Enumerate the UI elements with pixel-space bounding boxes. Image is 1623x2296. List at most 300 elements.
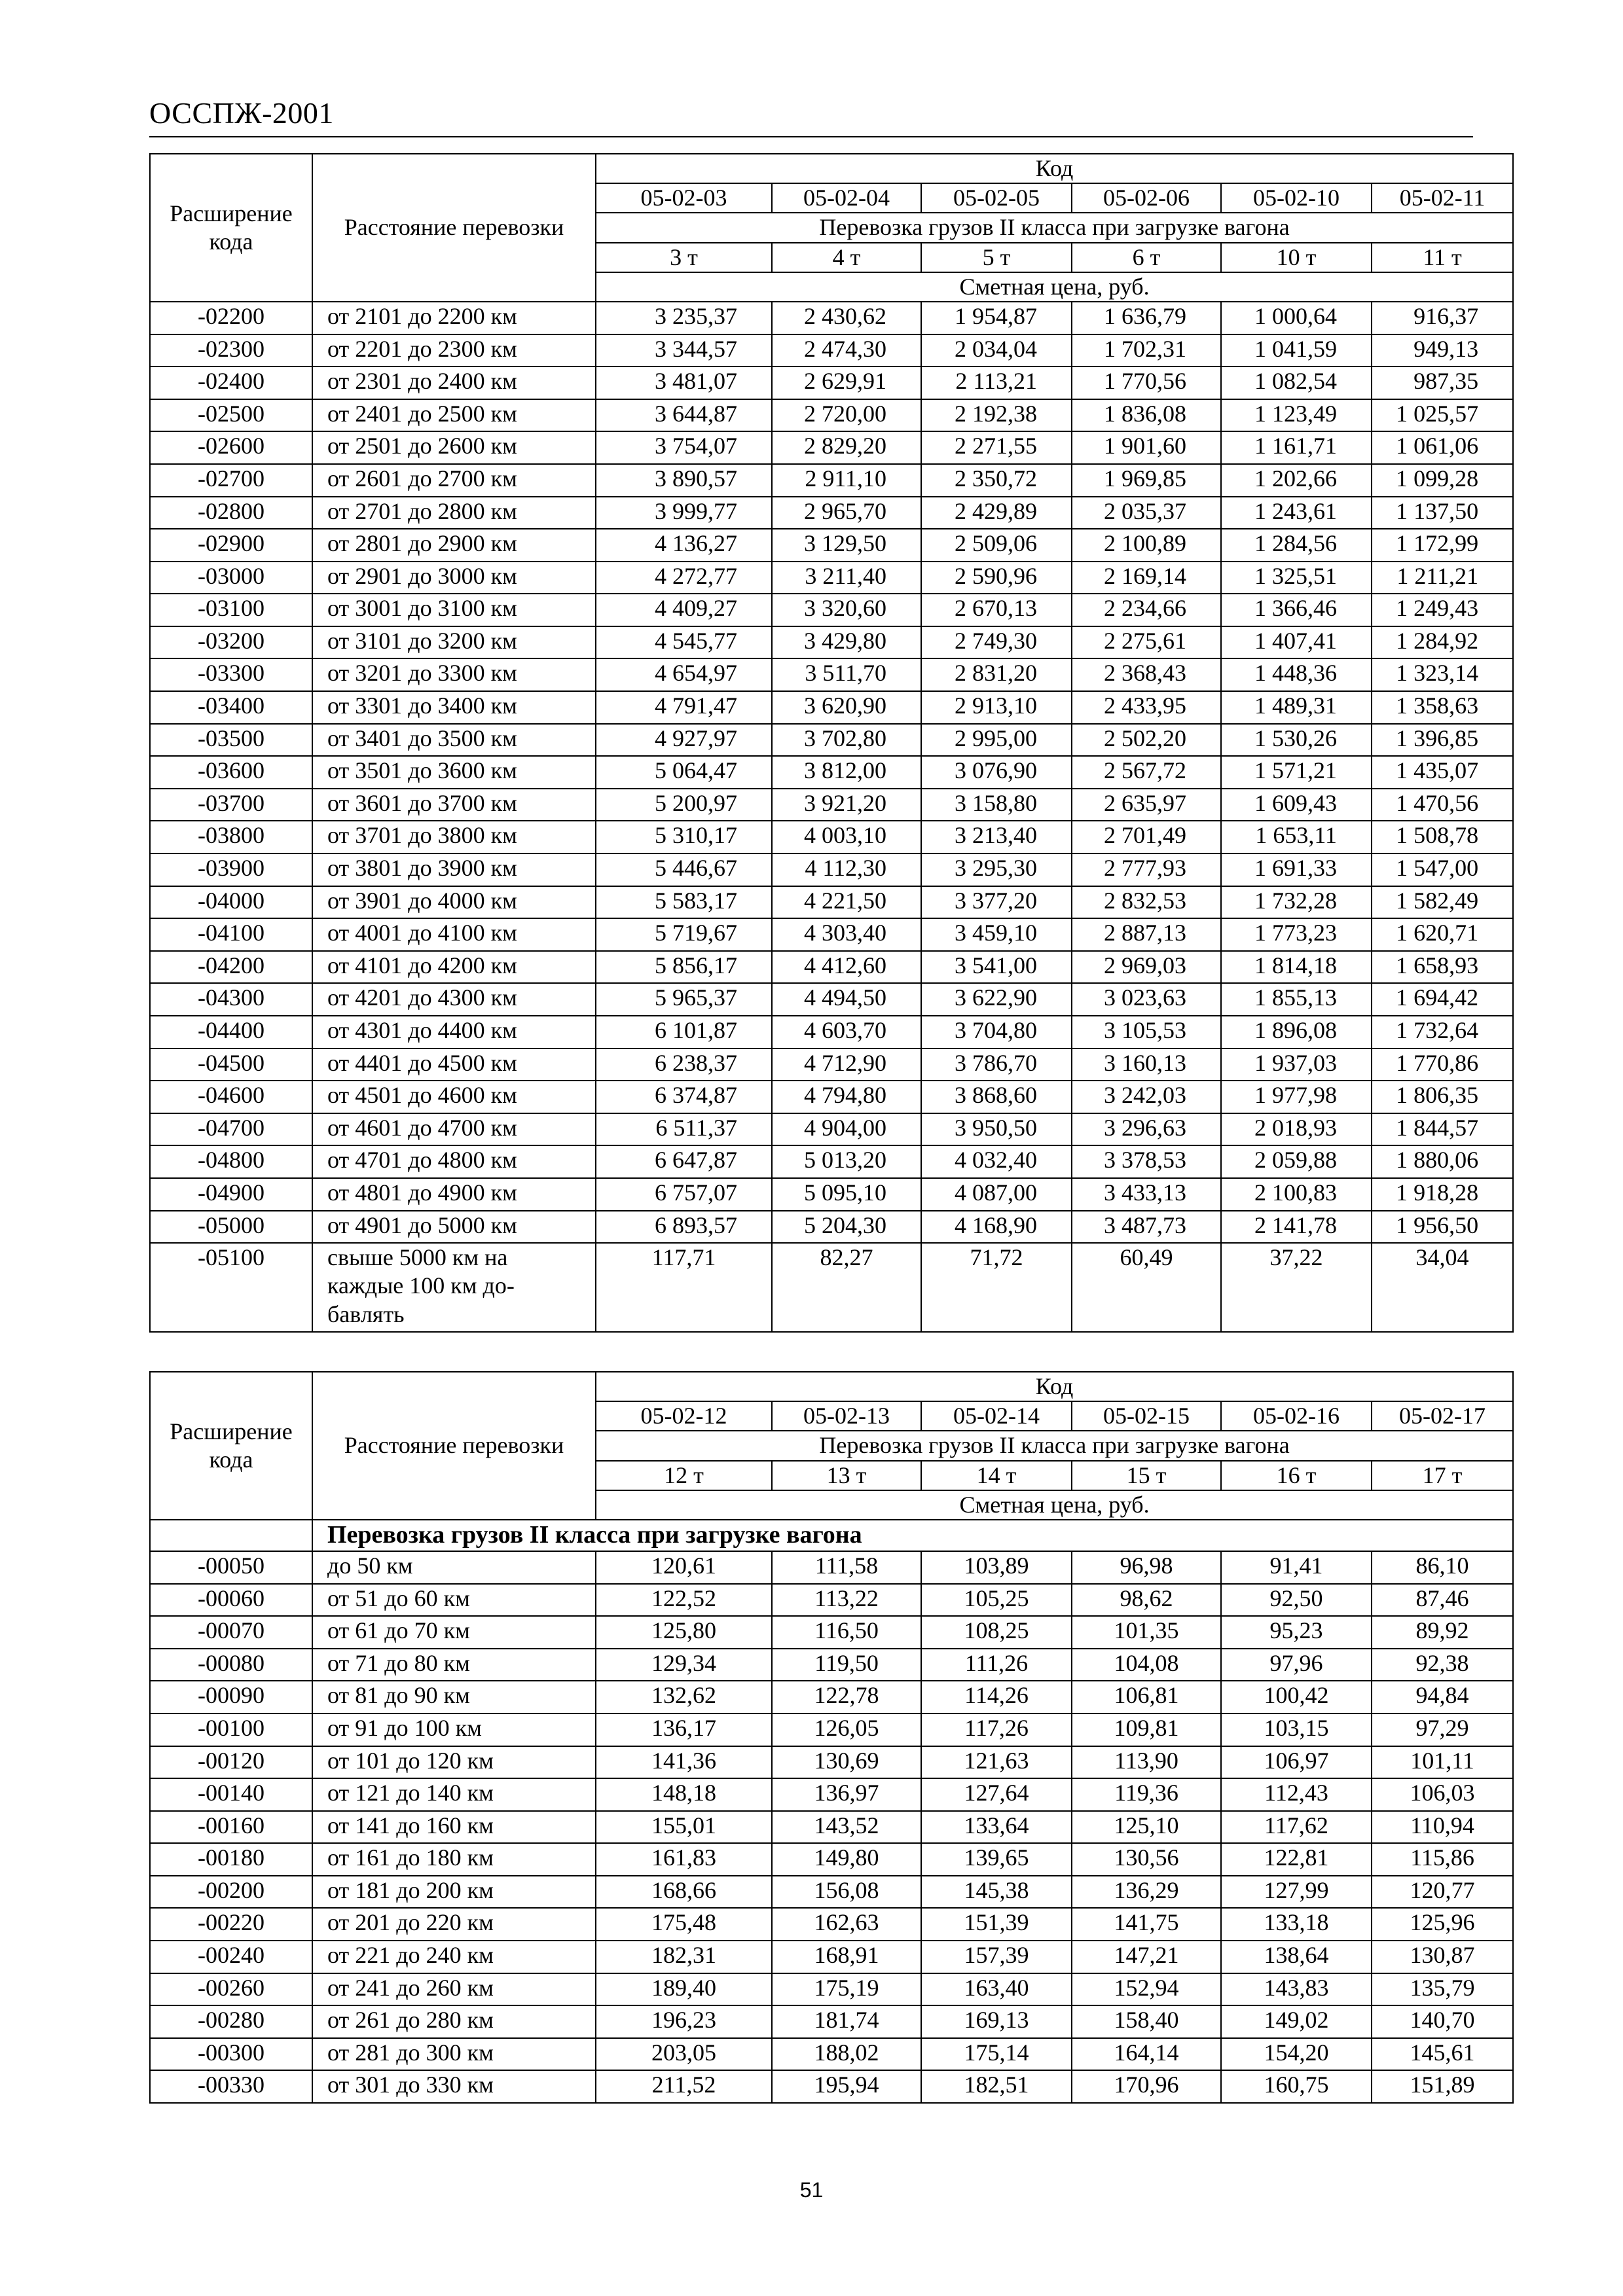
row-price: 86,10 — [1372, 1551, 1513, 1584]
row-price: 2 502,20 — [1072, 724, 1221, 757]
row-distance: от 4501 до 4600 км — [312, 1081, 596, 1113]
table-row — [150, 983, 1513, 1016]
row-price: 4 136,27 — [596, 529, 772, 562]
table-row — [150, 724, 1513, 757]
row-code: -03000 — [150, 562, 312, 594]
row-price: 6 757,07 — [596, 1178, 772, 1211]
table-row — [150, 2070, 1513, 2103]
row-price: 1 571,21 — [1221, 756, 1372, 789]
row-price: 1 620,71 — [1372, 918, 1513, 951]
table-row — [150, 821, 1513, 853]
row-price: 3 160,13 — [1072, 1049, 1221, 1081]
row-price: 2 271,55 — [921, 431, 1072, 464]
row-price: 3 481,07 — [596, 367, 772, 399]
header-load: 11 т — [1372, 243, 1513, 272]
row-code: -00140 — [150, 1778, 312, 1811]
row-price: 1 954,87 — [921, 302, 1072, 334]
table-row — [150, 1178, 1513, 1211]
row-price: 4 412,60 — [772, 951, 921, 984]
row-price: 1 325,51 — [1221, 562, 1372, 594]
row-price: 189,40 — [596, 1973, 772, 2006]
row-distance: от 181 до 200 км — [312, 1876, 596, 1909]
row-price: 1 448,36 — [1221, 658, 1372, 691]
row-price: 141,36 — [596, 1746, 772, 1779]
table-row — [150, 1778, 1513, 1811]
table-row — [150, 497, 1513, 529]
row-price: 175,48 — [596, 1908, 772, 1941]
row-price: 2 100,89 — [1072, 529, 1221, 562]
row-distance: от 3701 до 3800 км — [312, 821, 596, 853]
row-price: 89,92 — [1372, 1616, 1513, 1649]
row-price: 122,81 — [1221, 1843, 1372, 1876]
row-distance: от 2201 до 2300 км — [312, 334, 596, 367]
row-price: 3 786,70 — [921, 1049, 1072, 1081]
page-header-title: ОССПЖ-2001 — [149, 96, 334, 130]
row-distance: свыше 5000 км на каждые 100 км до-бавлять — [312, 1243, 596, 1332]
row-price: 3 487,73 — [1072, 1211, 1221, 1244]
row-price: 4 087,00 — [921, 1178, 1072, 1211]
row-code: -03700 — [150, 789, 312, 821]
row-code: -02400 — [150, 367, 312, 399]
table-row — [150, 334, 1513, 367]
price-table-2 — [149, 1371, 1514, 2104]
row-code: -04700 — [150, 1113, 312, 1146]
table-row — [150, 1746, 1513, 1779]
row-price: 109,81 — [1072, 1713, 1221, 1746]
table-row — [150, 367, 1513, 399]
row-price: 1 284,92 — [1372, 626, 1513, 659]
row-code: -02800 — [150, 497, 312, 529]
row-price: 4 168,90 — [921, 1211, 1072, 1244]
row-price: 111,26 — [921, 1649, 1072, 1681]
header-distance: Расстояние перевозки — [312, 1372, 596, 1520]
row-price: 3 620,90 — [772, 691, 921, 724]
row-price: 147,21 — [1072, 1941, 1221, 1973]
section-empty-cell — [150, 1520, 312, 1551]
row-price: 195,94 — [772, 2070, 921, 2103]
table-row — [150, 789, 1513, 821]
row-distance: от 3201 до 3300 км — [312, 658, 596, 691]
row-price: 130,56 — [1072, 1843, 1221, 1876]
row-price: 119,36 — [1072, 1778, 1221, 1811]
row-price: 151,89 — [1372, 2070, 1513, 2103]
row-price: 2 035,37 — [1072, 497, 1221, 529]
header-load: 17 т — [1372, 1461, 1513, 1490]
row-code: -02600 — [150, 431, 312, 464]
row-price: 2 141,78 — [1221, 1211, 1372, 1244]
row-price: 92,50 — [1221, 1584, 1372, 1617]
row-price: 2 829,20 — [772, 431, 921, 464]
row-distance: от 4001 до 4100 км — [312, 918, 596, 951]
header-load: 13 т — [772, 1461, 921, 1490]
row-price: 98,62 — [1072, 1584, 1221, 1617]
table-row — [150, 1551, 1513, 1584]
header-code: 05-02-16 — [1221, 1401, 1372, 1431]
row-price: 2 100,83 — [1221, 1178, 1372, 1211]
table-row — [150, 691, 1513, 724]
row-distance: от 141 до 160 км — [312, 1811, 596, 1844]
row-price: 5 856,17 — [596, 951, 772, 984]
row-price: 156,08 — [772, 1876, 921, 1909]
row-price: 110,94 — [1372, 1811, 1513, 1844]
row-price: 168,91 — [772, 1941, 921, 1973]
row-price: 117,26 — [921, 1713, 1072, 1746]
row-code: -00060 — [150, 1584, 312, 1617]
row-price: 112,43 — [1221, 1778, 1372, 1811]
row-code: -00100 — [150, 1713, 312, 1746]
row-price: 2 567,72 — [1072, 756, 1221, 789]
row-distance: от 2101 до 2200 км — [312, 302, 596, 334]
row-price: 1 806,35 — [1372, 1081, 1513, 1113]
row-price: 170,96 — [1072, 2070, 1221, 2103]
row-price: 119,50 — [772, 1649, 921, 1681]
row-price: 122,52 — [596, 1584, 772, 1617]
row-price: 4 904,00 — [772, 1113, 921, 1146]
row-price: 115,86 — [1372, 1843, 1513, 1876]
table-row — [150, 886, 1513, 919]
row-distance: от 91 до 100 км — [312, 1713, 596, 1746]
row-price: 1 508,78 — [1372, 821, 1513, 853]
row-price: 2 969,03 — [1072, 951, 1221, 984]
row-price: 1 396,85 — [1372, 724, 1513, 757]
table-row — [150, 1843, 1513, 1876]
row-price: 95,23 — [1221, 1616, 1372, 1649]
row-price: 148,18 — [596, 1778, 772, 1811]
row-distance: от 3101 до 3200 км — [312, 626, 596, 659]
table-row — [150, 529, 1513, 562]
row-price: 2 113,21 — [921, 367, 1072, 399]
table-row — [150, 1908, 1513, 1941]
row-code: -03200 — [150, 626, 312, 659]
row-price: 3 211,40 — [772, 562, 921, 594]
row-price: 100,42 — [1221, 1681, 1372, 1713]
row-price: 2 590,96 — [921, 562, 1072, 594]
row-price: 162,63 — [772, 1908, 921, 1941]
row-distance: от 101 до 120 км — [312, 1746, 596, 1779]
row-price: 106,81 — [1072, 1681, 1221, 1713]
row-price: 97,29 — [1372, 1713, 1513, 1746]
row-price: 1 814,18 — [1221, 951, 1372, 984]
row-price: 106,97 — [1221, 1746, 1372, 1779]
row-price: 1 609,43 — [1221, 789, 1372, 821]
header-code: 05-02-06 — [1072, 183, 1221, 213]
header-load: 6 т — [1072, 243, 1221, 272]
row-price: 1 956,50 — [1372, 1211, 1513, 1244]
row-price: 1 770,86 — [1372, 1049, 1513, 1081]
row-price: 987,35 — [1372, 367, 1513, 399]
row-price: 116,50 — [772, 1616, 921, 1649]
row-price: 157,39 — [921, 1941, 1072, 1973]
row-price: 82,27 — [772, 1243, 921, 1332]
row-price: 3 950,50 — [921, 1113, 1072, 1146]
row-price: 140,70 — [1372, 2005, 1513, 2038]
table-row — [150, 1811, 1513, 1844]
row-price: 3 999,77 — [596, 497, 772, 529]
row-price: 4 272,77 — [596, 562, 772, 594]
row-price: 3 023,63 — [1072, 983, 1221, 1016]
row-price: 2 635,97 — [1072, 789, 1221, 821]
row-price: 168,66 — [596, 1876, 772, 1909]
row-price: 1 836,08 — [1072, 399, 1221, 432]
row-price: 127,64 — [921, 1778, 1072, 1811]
row-price: 3 129,50 — [772, 529, 921, 562]
header-code-group: Код — [596, 154, 1513, 183]
table-row — [150, 853, 1513, 886]
table2-body — [150, 1520, 1513, 2103]
row-distance: от 201 до 220 км — [312, 1908, 596, 1941]
row-price: 3 704,80 — [921, 1016, 1072, 1049]
table-row — [150, 1973, 1513, 2006]
row-price: 3 378,53 — [1072, 1145, 1221, 1178]
row-price: 1 658,93 — [1372, 951, 1513, 984]
row-code: -00260 — [150, 1973, 312, 2006]
row-price: 2 911,10 — [772, 464, 921, 497]
header-load: 5 т — [921, 243, 1072, 272]
row-price: 149,02 — [1221, 2005, 1372, 2038]
row-price: 3 242,03 — [1072, 1081, 1221, 1113]
row-distance: от 3301 до 3400 км — [312, 691, 596, 724]
row-price: 1 123,49 — [1221, 399, 1372, 432]
row-price: 4 603,70 — [772, 1016, 921, 1049]
table-row — [150, 431, 1513, 464]
row-price: 3 295,30 — [921, 853, 1072, 886]
row-price: 1 000,64 — [1221, 302, 1372, 334]
row-code: -00240 — [150, 1941, 312, 1973]
row-price: 2 275,61 — [1072, 626, 1221, 659]
row-price: 114,26 — [921, 1681, 1072, 1713]
row-code: -00280 — [150, 2005, 312, 2038]
row-price: 4 794,80 — [772, 1081, 921, 1113]
table-row — [150, 1681, 1513, 1713]
table-row — [150, 1713, 1513, 1746]
header-price-label: Сметная цена, руб. — [596, 1490, 1513, 1520]
row-distance: от 3401 до 3500 км — [312, 724, 596, 757]
row-price: 4 545,77 — [596, 626, 772, 659]
row-price: 4 791,47 — [596, 691, 772, 724]
row-price: 97,96 — [1221, 1649, 1372, 1681]
table-row — [150, 1243, 1513, 1332]
row-distance: от 51 до 60 км — [312, 1584, 596, 1617]
table-row — [150, 626, 1513, 659]
row-price: 1 918,28 — [1372, 1178, 1513, 1211]
row-price: 5 583,17 — [596, 886, 772, 919]
row-price: 113,22 — [772, 1584, 921, 1617]
row-price: 6 374,87 — [596, 1081, 772, 1113]
header-transport-label: Перевозка грузов II класса при загрузке вагона — [596, 213, 1513, 242]
row-price: 135,79 — [1372, 1973, 1513, 2006]
row-price: 96,98 — [1072, 1551, 1221, 1584]
row-code: -04000 — [150, 886, 312, 919]
row-price: 2 368,43 — [1072, 658, 1221, 691]
row-price: 2 474,30 — [772, 334, 921, 367]
row-price: 1 844,57 — [1372, 1113, 1513, 1146]
header-code-extension: Расширение кода — [150, 154, 312, 302]
row-price: 3 702,80 — [772, 724, 921, 757]
row-price: 1 770,56 — [1072, 367, 1221, 399]
row-price: 1 547,00 — [1372, 853, 1513, 886]
row-price: 108,25 — [921, 1616, 1072, 1649]
row-code: -02300 — [150, 334, 312, 367]
row-price: 117,62 — [1221, 1811, 1372, 1844]
table-row — [150, 1113, 1513, 1146]
row-distance: от 4201 до 4300 км — [312, 983, 596, 1016]
row-distance: от 221 до 240 км — [312, 1941, 596, 1973]
header-code: 05-02-03 — [596, 183, 772, 213]
header-code: 05-02-13 — [772, 1401, 921, 1431]
row-code: -02200 — [150, 302, 312, 334]
row-price: 143,83 — [1221, 1973, 1372, 2006]
row-price: 129,34 — [596, 1649, 772, 1681]
row-price: 1 702,31 — [1072, 334, 1221, 367]
row-price: 4 221,50 — [772, 886, 921, 919]
row-price: 2 169,14 — [1072, 562, 1221, 594]
header-load: 15 т — [1072, 1461, 1221, 1490]
row-price: 125,10 — [1072, 1811, 1221, 1844]
header-code: 05-02-12 — [596, 1401, 772, 1431]
row-price: 3 511,70 — [772, 658, 921, 691]
row-price: 5 013,20 — [772, 1145, 921, 1178]
row-price: 139,65 — [921, 1843, 1072, 1876]
row-price: 138,64 — [1221, 1941, 1372, 1973]
table-row — [150, 756, 1513, 789]
row-price: 2 018,93 — [1221, 1113, 1372, 1146]
row-code: -03500 — [150, 724, 312, 757]
row-price: 3 158,80 — [921, 789, 1072, 821]
row-code: -00120 — [150, 1746, 312, 1779]
row-price: 160,75 — [1221, 2070, 1372, 2103]
row-price: 145,38 — [921, 1876, 1072, 1909]
row-distance: от 161 до 180 км — [312, 1843, 596, 1876]
row-price: 949,13 — [1372, 334, 1513, 367]
row-price: 1 243,61 — [1221, 497, 1372, 529]
row-price: 101,35 — [1072, 1616, 1221, 1649]
row-price: 2 777,93 — [1072, 853, 1221, 886]
table-row — [150, 1211, 1513, 1244]
row-distance: от 241 до 260 км — [312, 1973, 596, 2006]
row-price: 1 366,46 — [1221, 594, 1372, 626]
row-price: 1 880,06 — [1372, 1145, 1513, 1178]
row-code: -00070 — [150, 1616, 312, 1649]
row-price: 1 937,03 — [1221, 1049, 1372, 1081]
table-row — [150, 1049, 1513, 1081]
row-distance: от 4101 до 4200 км — [312, 951, 596, 984]
row-distance: от 4701 до 4800 км — [312, 1145, 596, 1178]
row-price: 5 204,30 — [772, 1211, 921, 1244]
table-row — [150, 464, 1513, 497]
row-price: 2 429,89 — [921, 497, 1072, 529]
row-price: 2 995,00 — [921, 724, 1072, 757]
row-price: 2 965,70 — [772, 497, 921, 529]
row-price: 4 712,90 — [772, 1049, 921, 1081]
row-price: 120,77 — [1372, 1876, 1513, 1909]
row-code: -03300 — [150, 658, 312, 691]
row-price: 6 893,57 — [596, 1211, 772, 1244]
row-price: 1 732,64 — [1372, 1016, 1513, 1049]
table-row — [150, 399, 1513, 432]
row-price: 2 749,30 — [921, 626, 1072, 659]
row-price: 161,83 — [596, 1843, 772, 1876]
row-price: 3 296,63 — [1072, 1113, 1221, 1146]
row-price: 34,04 — [1372, 1243, 1513, 1332]
row-code: -00200 — [150, 1876, 312, 1909]
header-distance: Расстояние перевозки — [312, 154, 596, 302]
table-row — [150, 2005, 1513, 2038]
header-code: 05-02-17 — [1372, 1401, 1513, 1431]
row-price: 916,37 — [1372, 302, 1513, 334]
header-load: 4 т — [772, 243, 921, 272]
row-price: 130,87 — [1372, 1941, 1513, 1973]
row-price: 71,72 — [921, 1243, 1072, 1332]
row-price: 106,03 — [1372, 1778, 1513, 1811]
table-row — [150, 302, 1513, 334]
row-price: 94,84 — [1372, 1681, 1513, 1713]
header-load: 14 т — [921, 1461, 1072, 1490]
row-price: 145,61 — [1372, 2038, 1513, 2071]
row-price: 120,61 — [596, 1551, 772, 1584]
row-price: 154,20 — [1221, 2038, 1372, 2071]
row-code: -03900 — [150, 853, 312, 886]
table-row — [150, 1616, 1513, 1649]
row-distance: от 4901 до 5000 км — [312, 1211, 596, 1244]
row-distance: от 4401 до 4500 км — [312, 1049, 596, 1081]
row-price: 1 082,54 — [1221, 367, 1372, 399]
row-price: 127,99 — [1221, 1876, 1372, 1909]
row-price: 60,49 — [1072, 1243, 1221, 1332]
row-price: 1 025,57 — [1372, 399, 1513, 432]
row-price: 2 350,72 — [921, 464, 1072, 497]
row-price: 1 435,07 — [1372, 756, 1513, 789]
row-price: 152,94 — [1072, 1973, 1221, 2006]
row-price: 1 099,28 — [1372, 464, 1513, 497]
header-code: 05-02-14 — [921, 1401, 1072, 1431]
row-price: 2 192,38 — [921, 399, 1072, 432]
row-price: 1 636,79 — [1072, 302, 1221, 334]
row-price: 1 977,98 — [1221, 1081, 1372, 1113]
row-price: 169,13 — [921, 2005, 1072, 2038]
row-price: 149,80 — [772, 1843, 921, 1876]
row-code: -00080 — [150, 1649, 312, 1681]
row-price: 3 377,20 — [921, 886, 1072, 919]
header-code: 05-02-11 — [1372, 183, 1513, 213]
row-code: -00090 — [150, 1681, 312, 1713]
row-distance: от 2501 до 2600 км — [312, 431, 596, 464]
row-price: 3 622,90 — [921, 983, 1072, 1016]
row-price: 1 582,49 — [1372, 886, 1513, 919]
row-distance: от 2301 до 2400 км — [312, 367, 596, 399]
table-row — [150, 1016, 1513, 1049]
row-price: 4 927,97 — [596, 724, 772, 757]
row-price: 2 509,06 — [921, 529, 1072, 562]
row-distance: от 2401 до 2500 км — [312, 399, 596, 432]
row-distance: от 261 до 280 км — [312, 2005, 596, 2038]
row-price: 3 320,60 — [772, 594, 921, 626]
row-code: -04200 — [150, 951, 312, 984]
header-rule — [149, 136, 1473, 137]
row-price: 211,52 — [596, 2070, 772, 2103]
row-price: 3 105,53 — [1072, 1016, 1221, 1049]
row-price: 163,40 — [921, 1973, 1072, 2006]
row-code: -00300 — [150, 2038, 312, 2071]
row-price: 1 773,23 — [1221, 918, 1372, 951]
header-load: 10 т — [1221, 243, 1372, 272]
row-price: 1 470,56 — [1372, 789, 1513, 821]
row-distance: от 281 до 300 км — [312, 2038, 596, 2071]
row-code: -03600 — [150, 756, 312, 789]
row-price: 164,14 — [1072, 2038, 1221, 2071]
row-price: 143,52 — [772, 1811, 921, 1844]
header-load: 16 т — [1221, 1461, 1372, 1490]
row-price: 126,05 — [772, 1713, 921, 1746]
